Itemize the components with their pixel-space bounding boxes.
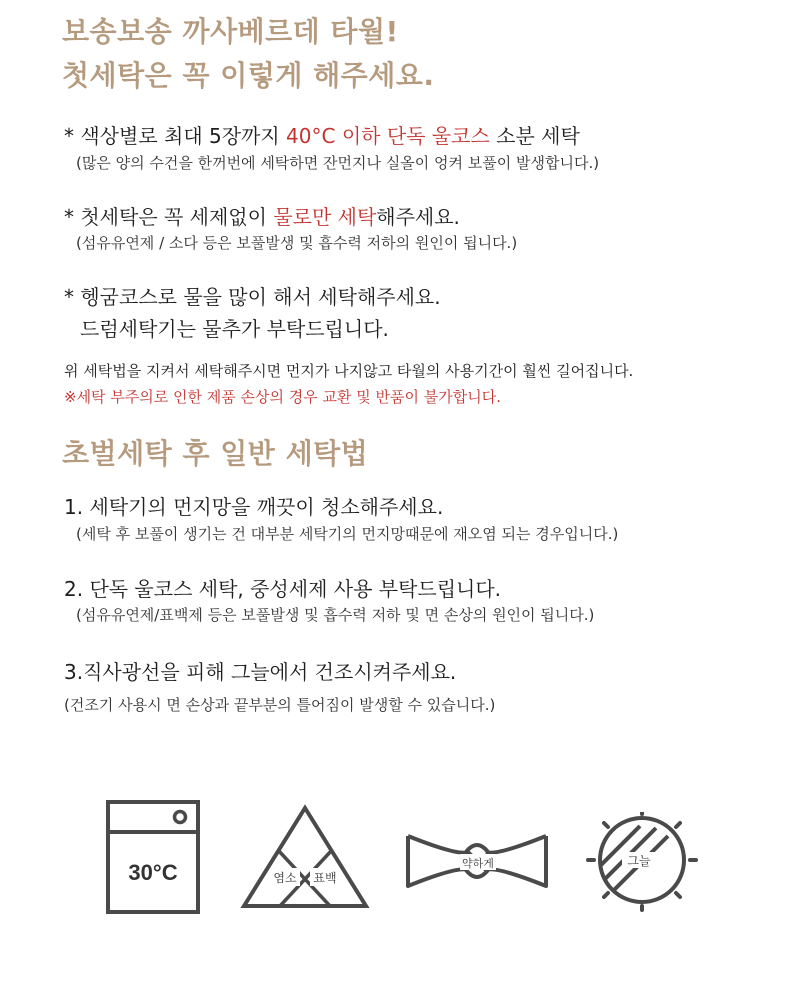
no-bleach-icon	[240, 802, 372, 912]
gentle-wring-icon	[404, 828, 550, 894]
instruction-2	[64, 201, 460, 230]
bleach-label-right: 표백	[313, 871, 337, 885]
washing-machine-icon	[104, 796, 204, 916]
title-line-2: 첫세탁은 꼭 이렇게 해주세요.	[62, 59, 435, 92]
instruction-1-sub: (많은 양의 수건을 한꺼번에 세탁하면 잔먼지나 실올이 엉켜 보풀이 발생합니다.)	[76, 154, 600, 172]
wring-label: 약하게	[462, 857, 494, 870]
instruction-3-line-2: 드럼세탁기는 물추가 부탁드립니다.	[80, 317, 389, 341]
step-2: 2. 단독 울코스 세탁, 중성세제 사용 부탁드립니다.	[64, 577, 502, 601]
instruction-1-post: 소분 세탁	[489, 124, 580, 148]
instruction-1	[64, 120, 580, 149]
care-note: 위 세탁법을 지켜서 세탁해주시면 먼지가 나지않고 타월의 사용기간이 훨씬 길어집니다.	[64, 362, 634, 380]
shade-label: 그늘	[627, 854, 651, 868]
step-2-sub: (섬유유연제/표백제 등은 보풀발생 및 흡수력 저하 및 면 손상의 원인이 됩니다.)	[76, 606, 595, 624]
warning-note: ※세탁 부주의로 인한 제품 손상의 경우 교환 및 반품이 불가합니다.	[64, 388, 501, 406]
instruction-2-pre: * 첫세탁은 꼭 세제없이	[64, 205, 274, 229]
instruction-3-line-1: * 헹굼코스로 물을 많이 해서 세탁해주세요.	[64, 285, 441, 309]
instruction-2-highlight: 물로만 세탁	[273, 205, 377, 229]
instruction-1-pre: * 색상별로 최대 5장까지	[64, 124, 287, 148]
instruction-2-sub: (섬유유연제 / 소다 등은 보풀발생 및 흡수력 저하의 원인이 됩니다.)	[76, 234, 518, 252]
instruction-1-highlight: 40°C 이하 단독 울코스	[286, 124, 490, 148]
title-line-1: 보송보송 까사베르데 타월!	[62, 15, 399, 48]
section-title: 초벌세탁 후 일반 세탁법	[62, 437, 369, 470]
washer-temperature-label: 30°C	[128, 860, 178, 885]
step-3: 3.직사광선을 피해 그늘에서 건조시켜주세요.	[64, 660, 457, 684]
shade-dry-icon	[584, 812, 700, 912]
step-3-sub: (건조기 사용시 면 손상과 끝부분의 틀어짐이 발생할 수 있습니다.)	[64, 696, 496, 714]
step-1: 1. 세탁기의 먼지망을 깨끗이 청소해주세요.	[64, 495, 444, 519]
step-1-sub: (세탁 후 보풀이 생기는 건 대부분 세탁기의 먼지망때문에 재오염 되는 경우입니다.)	[76, 525, 619, 543]
instruction-2-post: 해주세요.	[376, 205, 460, 229]
bleach-label-left: 염소	[273, 871, 297, 885]
